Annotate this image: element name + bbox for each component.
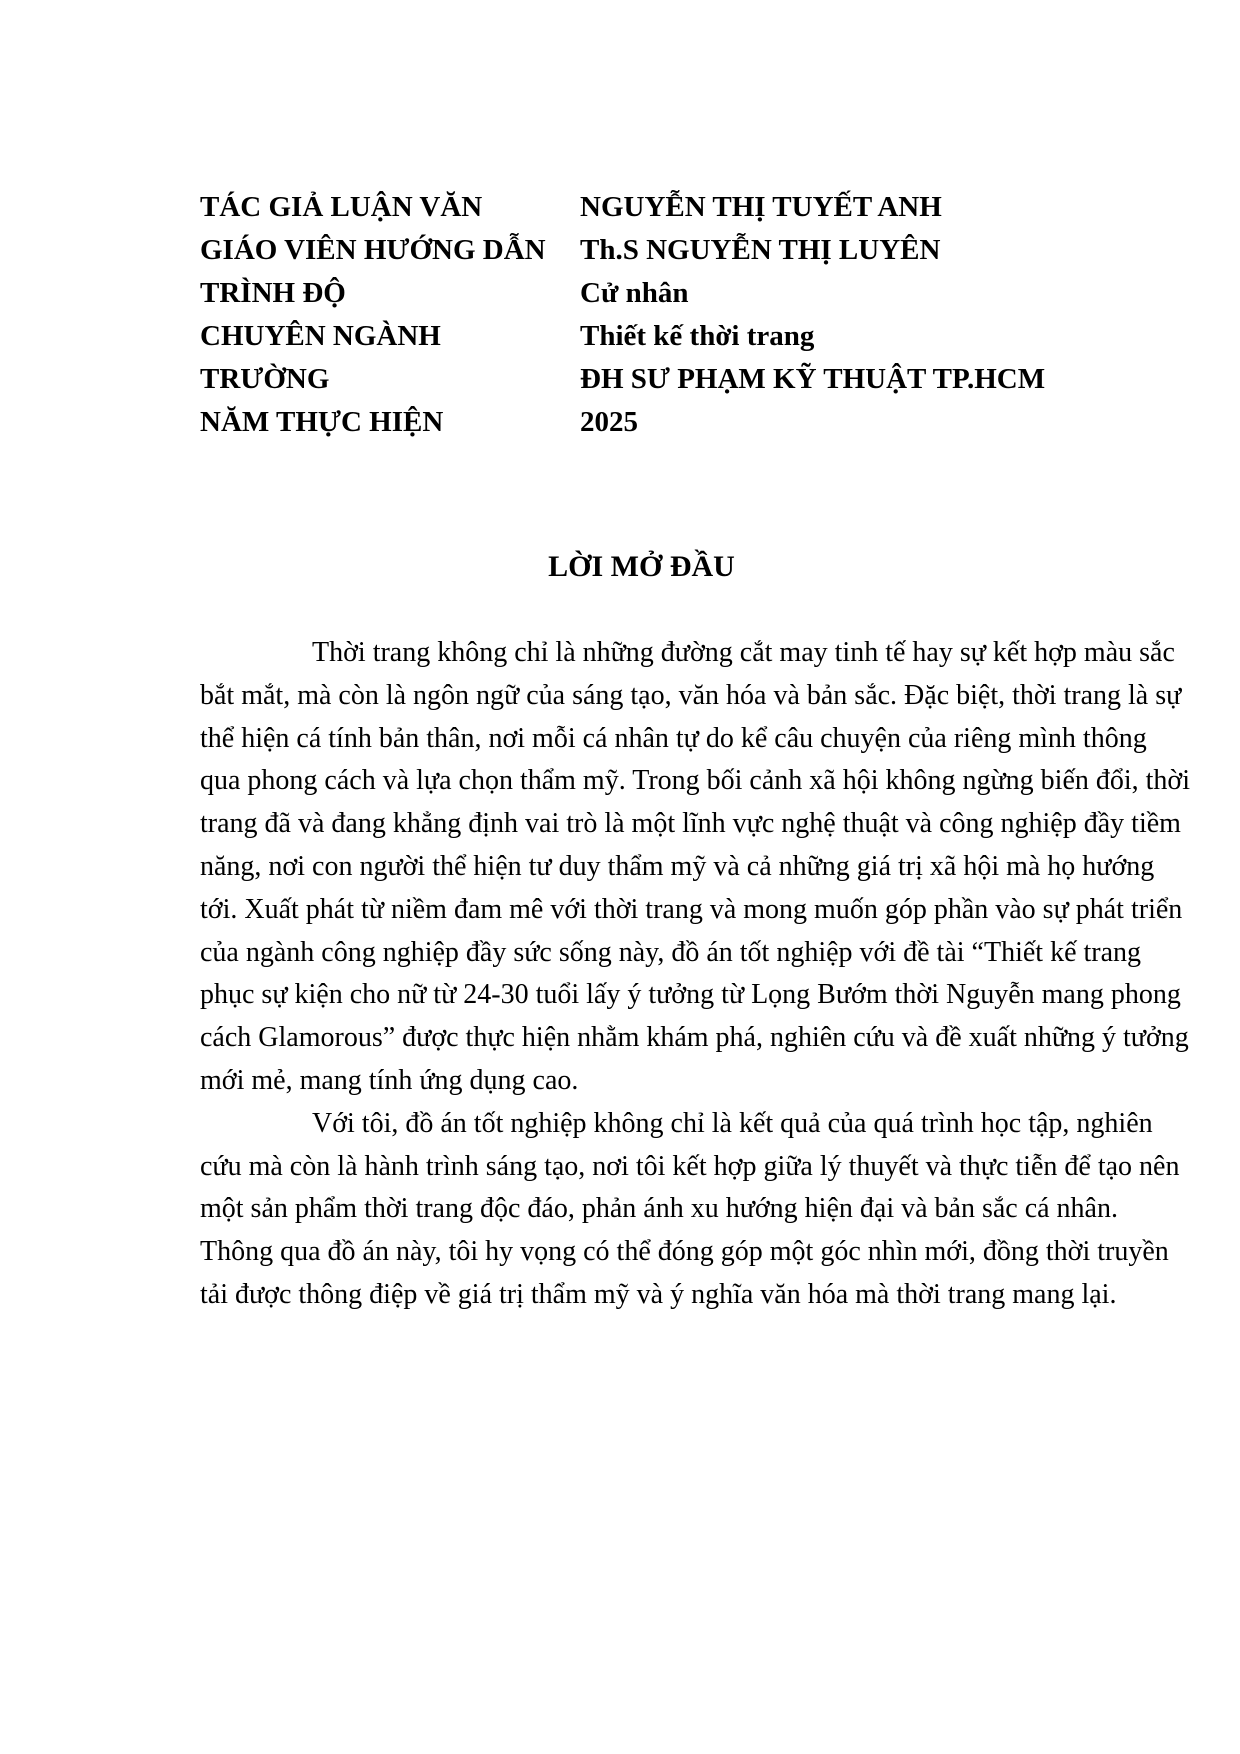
text-line: mới mẻ, mang tính ứng dụng cao. xyxy=(200,1064,579,1096)
text-line: qua phong cách và lựa chọn thẩm mỹ. Trong bối cảnh xã hội không ngừng biến đổi, thời xyxy=(200,765,1191,797)
text-line: tải được thông điệp về giá trị thẩm mỹ và ý nghĩa văn hóa mà thời trang mang lại. xyxy=(200,1278,1117,1310)
body-text xyxy=(200,632,1191,1317)
text-line: thể hiện cá tính bản thân, nơi mỗi cá nhân tự do kể câu chuyện của riêng mình thông xyxy=(200,722,1147,754)
section-title: LỜI MỞ ĐẦU xyxy=(548,550,735,583)
table-row xyxy=(200,229,1083,272)
text-line: bắt mắt, mà còn là ngôn ngữ của sáng tạo, văn hóa và bản sắc. Đặc biệt, thời trang là sự xyxy=(200,679,1182,711)
table-row xyxy=(200,358,1083,401)
info-label-major: CHUYÊN NGÀNH xyxy=(200,320,441,352)
info-label-school: TRƯỜNG xyxy=(200,363,330,395)
text-line: phục sự kiện cho nữ từ 24-30 tuổi lấy ý tưởng từ Lọng Bướm thời Nguyễn mang phong xyxy=(200,979,1181,1011)
info-value-major: Thiết kế thời trang xyxy=(580,320,815,352)
text-line: Thông qua đồ án này, tôi hy vọng có thể đóng góp một góc nhìn mới, đồng thời truyền xyxy=(200,1236,1169,1268)
text-line: tới. Xuất phát từ niềm đam mê với thời trang và mong muốn góp phần vào sự phát triển xyxy=(200,893,1183,925)
info-value-author: NGUYỄN THỊ TUYẾT ANH xyxy=(580,191,942,223)
text-line: trang đã và đang khẳng định vai trò là một lĩnh vực nghệ thuật và công nghiệp đầy tiềm xyxy=(200,808,1181,840)
text-line: cách Glamorous” được thực hiện nhằm khám phá, nghiên cứu và đề xuất những ý tưởng xyxy=(200,1022,1189,1054)
text-line: năng, nơi con người thể hiện tư duy thẩm mỹ và cả những giá trị xã hội mà họ hướng xyxy=(200,850,1155,882)
text-line: một sản phẩm thời trang độc đáo, phản ánh xu hướng hiện đại và bản sắc cá nhân. xyxy=(200,1193,1118,1225)
thesis-info-table xyxy=(200,186,1083,444)
table-row xyxy=(200,315,1083,358)
info-value-year: 2025 xyxy=(580,406,638,438)
text-line: của ngành công nghiệp đầy sức sống này, đồ án tốt nghiệp với đề tài “Thiết kế trang xyxy=(200,936,1142,968)
table-row xyxy=(200,186,1083,229)
table-row xyxy=(200,401,1083,444)
text-line: Thời trang không chỉ là những đường cắt may tinh tế hay sự kết hợp màu sắc xyxy=(312,637,1175,668)
info-label-advisor: GIÁO VIÊN HƯỚNG DẪN xyxy=(200,234,546,266)
info-value-school: ĐH SƯ PHẠM KỸ THUẬT TP.HCM xyxy=(580,363,1046,395)
info-label-year: NĂM THỰC HIỆN xyxy=(200,406,444,438)
text-line: Với tôi, đồ án tốt nghiệp không chỉ là kết quả của quá trình học tập, nghiên xyxy=(312,1107,1153,1139)
table-row xyxy=(200,272,1083,315)
paragraph-1 xyxy=(200,632,1191,1103)
info-value-advisor: Th.S NGUYỄN THỊ LUYÊN xyxy=(580,234,941,266)
text-line: cứu mà còn là hành trình sáng tạo, nơi tôi kết hợp giữa lý thuyết và thực tiễn để tạo nên xyxy=(200,1150,1180,1182)
info-label-author: TÁC GIẢ LUẬN VĂN xyxy=(200,191,483,223)
paragraph-2 xyxy=(200,1103,1180,1317)
info-label-degree: TRÌNH ĐỘ xyxy=(200,277,346,309)
info-value-degree: Cử nhân xyxy=(580,277,689,309)
